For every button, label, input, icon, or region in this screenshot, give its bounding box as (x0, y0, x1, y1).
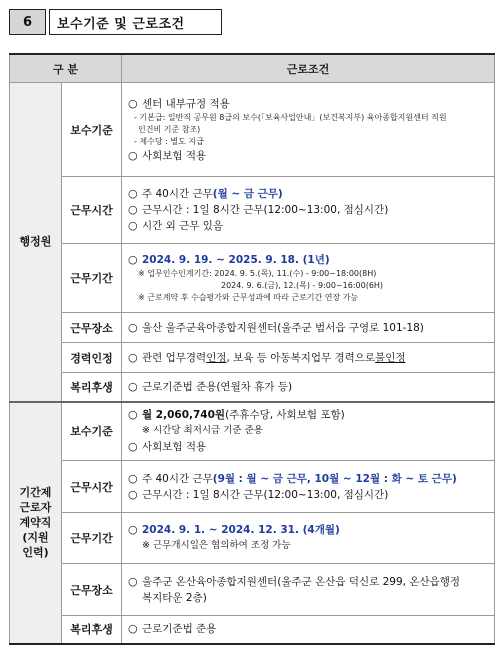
row-label-period: 근무기간 (62, 244, 122, 313)
admin-welfare-line1: 근로기준법 준용(연월차 휴가 등) (142, 380, 293, 393)
table-row (10, 244, 495, 313)
admin-period-note1: ※ 업무인수인계기간: 2024. 9. 5.(목), 11.(수) - 9:00~18:00(8H) (138, 269, 377, 278)
section-number: 6 (9, 9, 46, 35)
row-label-welfare: 복리후생 (62, 373, 122, 402)
bullet-icon: ○ (128, 379, 138, 393)
table-row (10, 564, 495, 616)
cell-contract-hours (122, 461, 495, 513)
row-label-place: 근무장소 (62, 564, 122, 616)
table-row (10, 513, 495, 564)
header-conditions: 근로조건 (122, 54, 495, 83)
contract-hours-days: (9월 : 월 ~ 금 근무, 10월 ~ 12월 : 화 ~ 토 근무) (212, 472, 457, 485)
admin-hours-line2: 근무시간 : 1일 8시간 근무(12:00~13:00, 점심시간) (142, 204, 389, 216)
bullet-icon: ○ (128, 350, 138, 364)
bullet-icon: ○ (128, 408, 138, 422)
cell-contract-period (122, 513, 495, 564)
table-row (10, 461, 495, 513)
cell-contract-place (122, 564, 495, 616)
header-category: 구 분 (10, 54, 122, 83)
bullet-icon: ○ (128, 471, 138, 485)
admin-hours-days: (월 ~ 금 근무) (212, 188, 283, 200)
cell-contract-pay (122, 402, 495, 461)
admin-pay-note2: - 제수당 : 별도 지급 (134, 136, 204, 146)
admin-pay-note1b: 인건비 기준 참조) (138, 124, 201, 134)
bullet-icon: ○ (128, 96, 138, 110)
admin-pay-note1: - 기본급: 일반직 공무원 8급의 보수(「보육사업안내」(보건복지부) 육아종합지원센터 직원 (134, 112, 447, 122)
table-row (10, 373, 495, 402)
contract-pay-note1: ※ 시간당 최저시급 기준 준용 (142, 425, 263, 437)
admin-pay-line2: 사회보험 적용 (142, 149, 207, 162)
bullet-icon: ○ (128, 320, 138, 334)
bullet-icon: ○ (128, 523, 138, 536)
row-label-place: 근무장소 (62, 313, 122, 343)
table-header-row (10, 54, 495, 83)
admin-period-line1: 2024. 9. 19. ~ 2025. 9. 18. (1년) (142, 254, 330, 266)
working-conditions-table (9, 53, 495, 645)
row-label-pay: 보수기준 (62, 83, 122, 177)
cell-admin-welfare (122, 373, 495, 402)
cell-admin-career (122, 343, 495, 373)
row-label-hours: 근무시간 (62, 461, 122, 513)
contract-place-line1: 울주군 온산육아종합지원센터(울주군 온산읍 덕신로 299, 온산읍행정 (142, 575, 461, 588)
contract-pay-line2: 사회보험 적용 (142, 441, 207, 454)
cell-admin-period (122, 244, 495, 313)
category-admin: 행정원 (10, 83, 62, 402)
contract-label-4: (지원 (22, 531, 49, 544)
contract-label-5: 인력) (22, 546, 49, 559)
bullet-icon: ○ (128, 487, 138, 501)
table-row (10, 313, 495, 343)
cell-admin-hours (122, 177, 495, 244)
bullet-icon: ○ (128, 219, 138, 232)
bullet-icon: ○ (128, 187, 138, 200)
contract-pay-amount: 월 2,060,740원 (142, 409, 226, 422)
bullet-icon: ○ (128, 203, 138, 216)
admin-pay-line1: 센터 내부규정 적용 (142, 97, 230, 110)
bullet-icon: ○ (128, 253, 138, 266)
contract-pay-includes: (주휴수당, 사회보험 포함) (225, 409, 345, 422)
admin-period-note3: ※ 근로계약 후 수습평가와 근무성과에 따라 근로기간 연장 가능 (138, 293, 359, 302)
category-contract (10, 402, 62, 644)
admin-career-recognized: 인정 (206, 351, 227, 364)
bullet-icon: ○ (128, 622, 138, 636)
bullet-icon: ○ (128, 574, 138, 588)
row-label-welfare: 복리후생 (62, 616, 122, 644)
contract-period-line1: 2024. 9. 1. ~ 2024. 12. 31. (4개월) (142, 524, 340, 536)
bullet-icon: ○ (128, 148, 138, 162)
cell-admin-place (122, 313, 495, 343)
section-title: 보수기준 및 근로조건 (49, 9, 222, 35)
row-label-period: 근무기간 (62, 513, 122, 564)
contract-hours-line2: 근무시간 : 1일 8시간 근무(12:00~13:00, 점심시간) (142, 488, 389, 501)
contract-label-1: 기간제 (19, 486, 52, 499)
admin-career-text2: , 보육 등 아동복지업무 경력으로 (226, 351, 376, 364)
table-row (10, 177, 495, 244)
contract-hours-line1: 주 40시간 근무 (142, 472, 213, 485)
admin-hours-line3: 시간 외 근무 있음 (142, 220, 224, 232)
table-row (10, 83, 495, 177)
admin-career-text1: 관련 업무경력 (142, 351, 207, 364)
contract-place-line1b: 복지타운 2층) (142, 591, 207, 604)
cell-admin-pay (122, 83, 495, 177)
bullet-icon: ○ (128, 440, 138, 454)
admin-hours-line1: 주 40시간 근무 (142, 188, 213, 200)
admin-career-not-recognized: 불인정 (375, 351, 406, 364)
table-row (10, 402, 495, 461)
table-row (10, 616, 495, 644)
contract-period-note1: ※ 근무개시일은 협의하여 조정 가능 (142, 540, 291, 551)
cell-contract-welfare (122, 616, 495, 644)
admin-period-note2: 2024. 9. 6.(금), 12.(목) - 9:00~16:00(6H) (221, 281, 384, 290)
row-label-career: 경력인정 (62, 343, 122, 373)
admin-place-line1: 울산 울주군육아종합지원센터(울주군 범서읍 구영로 101-18) (142, 321, 424, 334)
row-label-hours: 근무시간 (62, 177, 122, 244)
contract-welfare-line1: 근로기준법 준용 (142, 623, 217, 636)
contract-label-3: 계약직 (19, 516, 52, 529)
row-label-pay: 보수기준 (62, 402, 122, 461)
contract-label-2: 근로자 (19, 501, 52, 514)
table-row (10, 343, 495, 373)
